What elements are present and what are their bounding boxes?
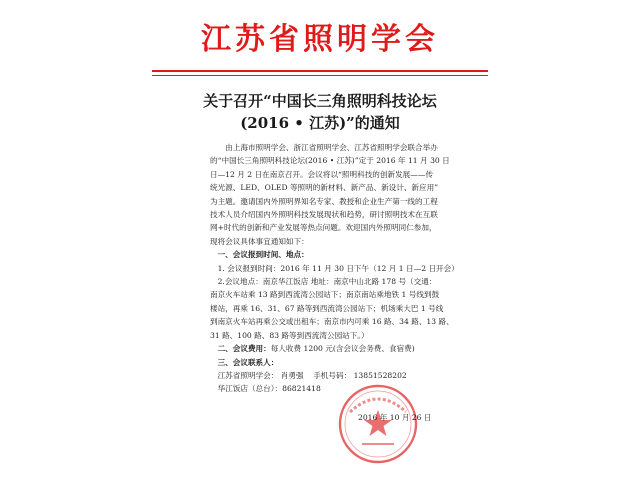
section-fee — [210, 342, 472, 355]
contact-line — [210, 369, 472, 382]
venue-line: 到南京火车站再乘公交或出租车；南京市内可乘 16 路、34 路、13 路、 — [210, 317, 454, 327]
intro-line: 现将会议具体事宜通知如下： — [210, 236, 309, 246]
section-heading-contact: 三、会议联系人： — [217, 357, 279, 367]
letterhead-divider — [152, 70, 488, 72]
contact-org: 江苏省照明学会： — [217, 370, 279, 380]
document-date: 2016 年 10 月 26 日 — [358, 413, 432, 422]
intro-line: 由上海市照明学会、浙江省照明学会、江苏省照明学会联合举办 — [225, 143, 438, 152]
letterhead-divider-thin — [152, 75, 488, 76]
section1-item-time: 1. 会议报到时间：2016 年 11 月 30 日下午（12 月 1 日—2 日开会） — [217, 263, 459, 273]
contact-name: 肖勇强 — [280, 370, 304, 380]
intro-line: 技术人员介绍国内外照明科技发展现状和趋势，研讨照明技术在互联 — [210, 210, 438, 220]
intro-line: 日—12 月 2 日在南京召开。会议将以“照明科技的创新发展——传 — [210, 169, 434, 179]
hotel-contact-line: 华江饭店（总台）：86821418 — [217, 384, 321, 394]
phone-label: 手机号码： — [313, 370, 352, 380]
letterhead-title: 江苏省照明学会 — [201, 22, 439, 57]
document-title-line2: (2016 • 江苏)”的通知 — [240, 114, 400, 132]
phone-number: 13851528202 — [353, 370, 407, 380]
intro-line: 的“中国长三角照明科技论坛(2016 • 江苏)”定于 2016 年 11 月 30 日 — [210, 156, 450, 166]
fee-text: 每人收费 1200 元(含会议会务费、食宿费) — [270, 344, 415, 354]
intro-line: 为主题。邀请国内外照明界知名专家、教授和企业生产第一线的工程 — [210, 196, 438, 206]
official-seal-icon — [336, 382, 420, 466]
venue-line: 楼站，再乘 16、31、67 路等到西流湾公园站下；机场乘大巴 1 号线 — [210, 303, 444, 313]
intro-line: 网+时代的创新和产业发展等热点问题。欢迎国内外照明同仁参加， — [210, 223, 437, 233]
venue-line: 南京火车站乘 13 路到西流湾公园站下；南京南站乘地铁 1 号线到鼓 — [210, 290, 440, 300]
intro-line: 统光源、LED、OLED 等照明的新材料、新产品、新设计、新应用” — [210, 183, 439, 193]
section-heading-time-place: 一、会议报到时间、地点： — [217, 250, 309, 260]
document-body — [210, 141, 472, 396]
document-title-line1: 关于召开“中国长三角照明科技论坛 — [203, 92, 437, 110]
section1-item-venue: 2.会议地点：南京华江饭店 地址：南京中山北路 178 号（交通： — [217, 277, 437, 287]
section-heading-fee: 二、会议费用： — [217, 344, 271, 354]
venue-line: 31 路、100 路、83 路等到西流湾公园站下。） — [210, 330, 369, 340]
